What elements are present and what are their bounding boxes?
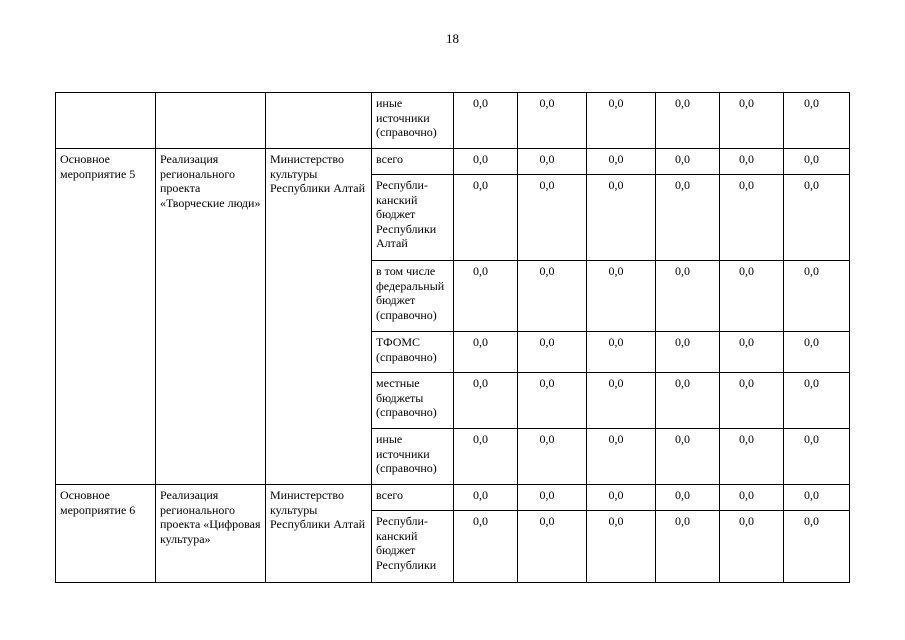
funding-source-cell: всего — [372, 485, 454, 511]
funding-source-cell: ТФОМС (справочно) — [372, 332, 454, 373]
value-cell: 0,0 — [454, 332, 518, 373]
value-cell: 0,0 — [656, 429, 720, 485]
value-cell: 0,0 — [454, 485, 518, 511]
value-cell: 0,0 — [587, 149, 656, 175]
funding-source-cell: в том числе федеральный бюджет (справочно) — [372, 261, 454, 332]
value-cell: 0,0 — [454, 373, 518, 429]
value-cell: 0,0 — [656, 175, 720, 261]
table-row — [56, 93, 850, 149]
value-cell: 0,0 — [720, 175, 784, 261]
value-cell: 0,0 — [784, 485, 850, 511]
value-cell: 0,0 — [454, 511, 518, 583]
executor-cell — [266, 93, 372, 149]
value-cell: 0,0 — [518, 149, 587, 175]
project-cell: Реализация регионального проекта «Цифровая культура» — [156, 485, 266, 583]
value-cell: 0,0 — [587, 175, 656, 261]
value-cell: 0,0 — [656, 149, 720, 175]
value-cell: 0,0 — [784, 332, 850, 373]
value-cell: 0,0 — [720, 429, 784, 485]
value-cell: 0,0 — [720, 261, 784, 332]
value-cell: 0,0 — [720, 373, 784, 429]
value-cell: 0,0 — [656, 93, 720, 149]
value-cell: 0,0 — [518, 373, 587, 429]
value-cell: 0,0 — [784, 511, 850, 583]
value-cell: 0,0 — [784, 175, 850, 261]
value-cell: 0,0 — [587, 261, 656, 332]
value-cell: 0,0 — [784, 93, 850, 149]
executor-cell: Министерство культуры Республики Алтай — [266, 485, 372, 583]
funding-source-cell: местные бюджеты (справочно) — [372, 373, 454, 429]
funding-source-cell: Республи- канский бюджет Республики — [372, 511, 454, 583]
value-cell: 0,0 — [784, 373, 850, 429]
value-cell: 0,0 — [587, 429, 656, 485]
value-cell: 0,0 — [518, 332, 587, 373]
event-cell — [56, 93, 156, 149]
value-cell: 0,0 — [656, 373, 720, 429]
executor-cell: Министерство культуры Республики Алтай — [266, 149, 372, 485]
value-cell: 0,0 — [720, 93, 784, 149]
value-cell: 0,0 — [587, 93, 656, 149]
value-cell: 0,0 — [720, 332, 784, 373]
value-cell: 0,0 — [518, 93, 587, 149]
financing-table — [55, 92, 850, 583]
value-cell: 0,0 — [784, 429, 850, 485]
project-cell — [156, 93, 266, 149]
value-cell: 0,0 — [587, 485, 656, 511]
value-cell: 0,0 — [720, 511, 784, 583]
value-cell: 0,0 — [656, 332, 720, 373]
value-cell: 0,0 — [454, 429, 518, 485]
value-cell: 0,0 — [720, 485, 784, 511]
value-cell: 0,0 — [587, 511, 656, 583]
event-cell: Основное мероприятие 5 — [56, 149, 156, 485]
value-cell: 0,0 — [518, 175, 587, 261]
value-cell: 0,0 — [518, 261, 587, 332]
value-cell: 0,0 — [518, 485, 587, 511]
value-cell: 0,0 — [587, 332, 656, 373]
value-cell: 0,0 — [784, 149, 850, 175]
value-cell: 0,0 — [454, 149, 518, 175]
table-row — [56, 485, 850, 511]
value-cell: 0,0 — [656, 485, 720, 511]
value-cell: 0,0 — [587, 373, 656, 429]
value-cell: 0,0 — [454, 261, 518, 332]
value-cell: 0,0 — [454, 175, 518, 261]
funding-source-cell: иные источники (справочно) — [372, 429, 454, 485]
value-cell: 0,0 — [784, 261, 850, 332]
project-cell: Реализация регионального проекта «Творческие люди» — [156, 149, 266, 485]
value-cell: 0,0 — [518, 429, 587, 485]
value-cell: 0,0 — [656, 511, 720, 583]
funding-source-cell: иные источники (справочно) — [372, 93, 454, 149]
funding-source-cell: Республи- канский бюджет Республики Алтай — [372, 175, 454, 261]
value-cell: 0,0 — [720, 149, 784, 175]
value-cell: 0,0 — [656, 261, 720, 332]
value-cell: 0,0 — [518, 511, 587, 583]
page-number: 18 — [446, 31, 459, 46]
funding-source-cell: всего — [372, 149, 454, 175]
value-cell: 0,0 — [454, 93, 518, 149]
table-row — [56, 149, 850, 175]
event-cell: Основное мероприятие 6 — [56, 485, 156, 583]
